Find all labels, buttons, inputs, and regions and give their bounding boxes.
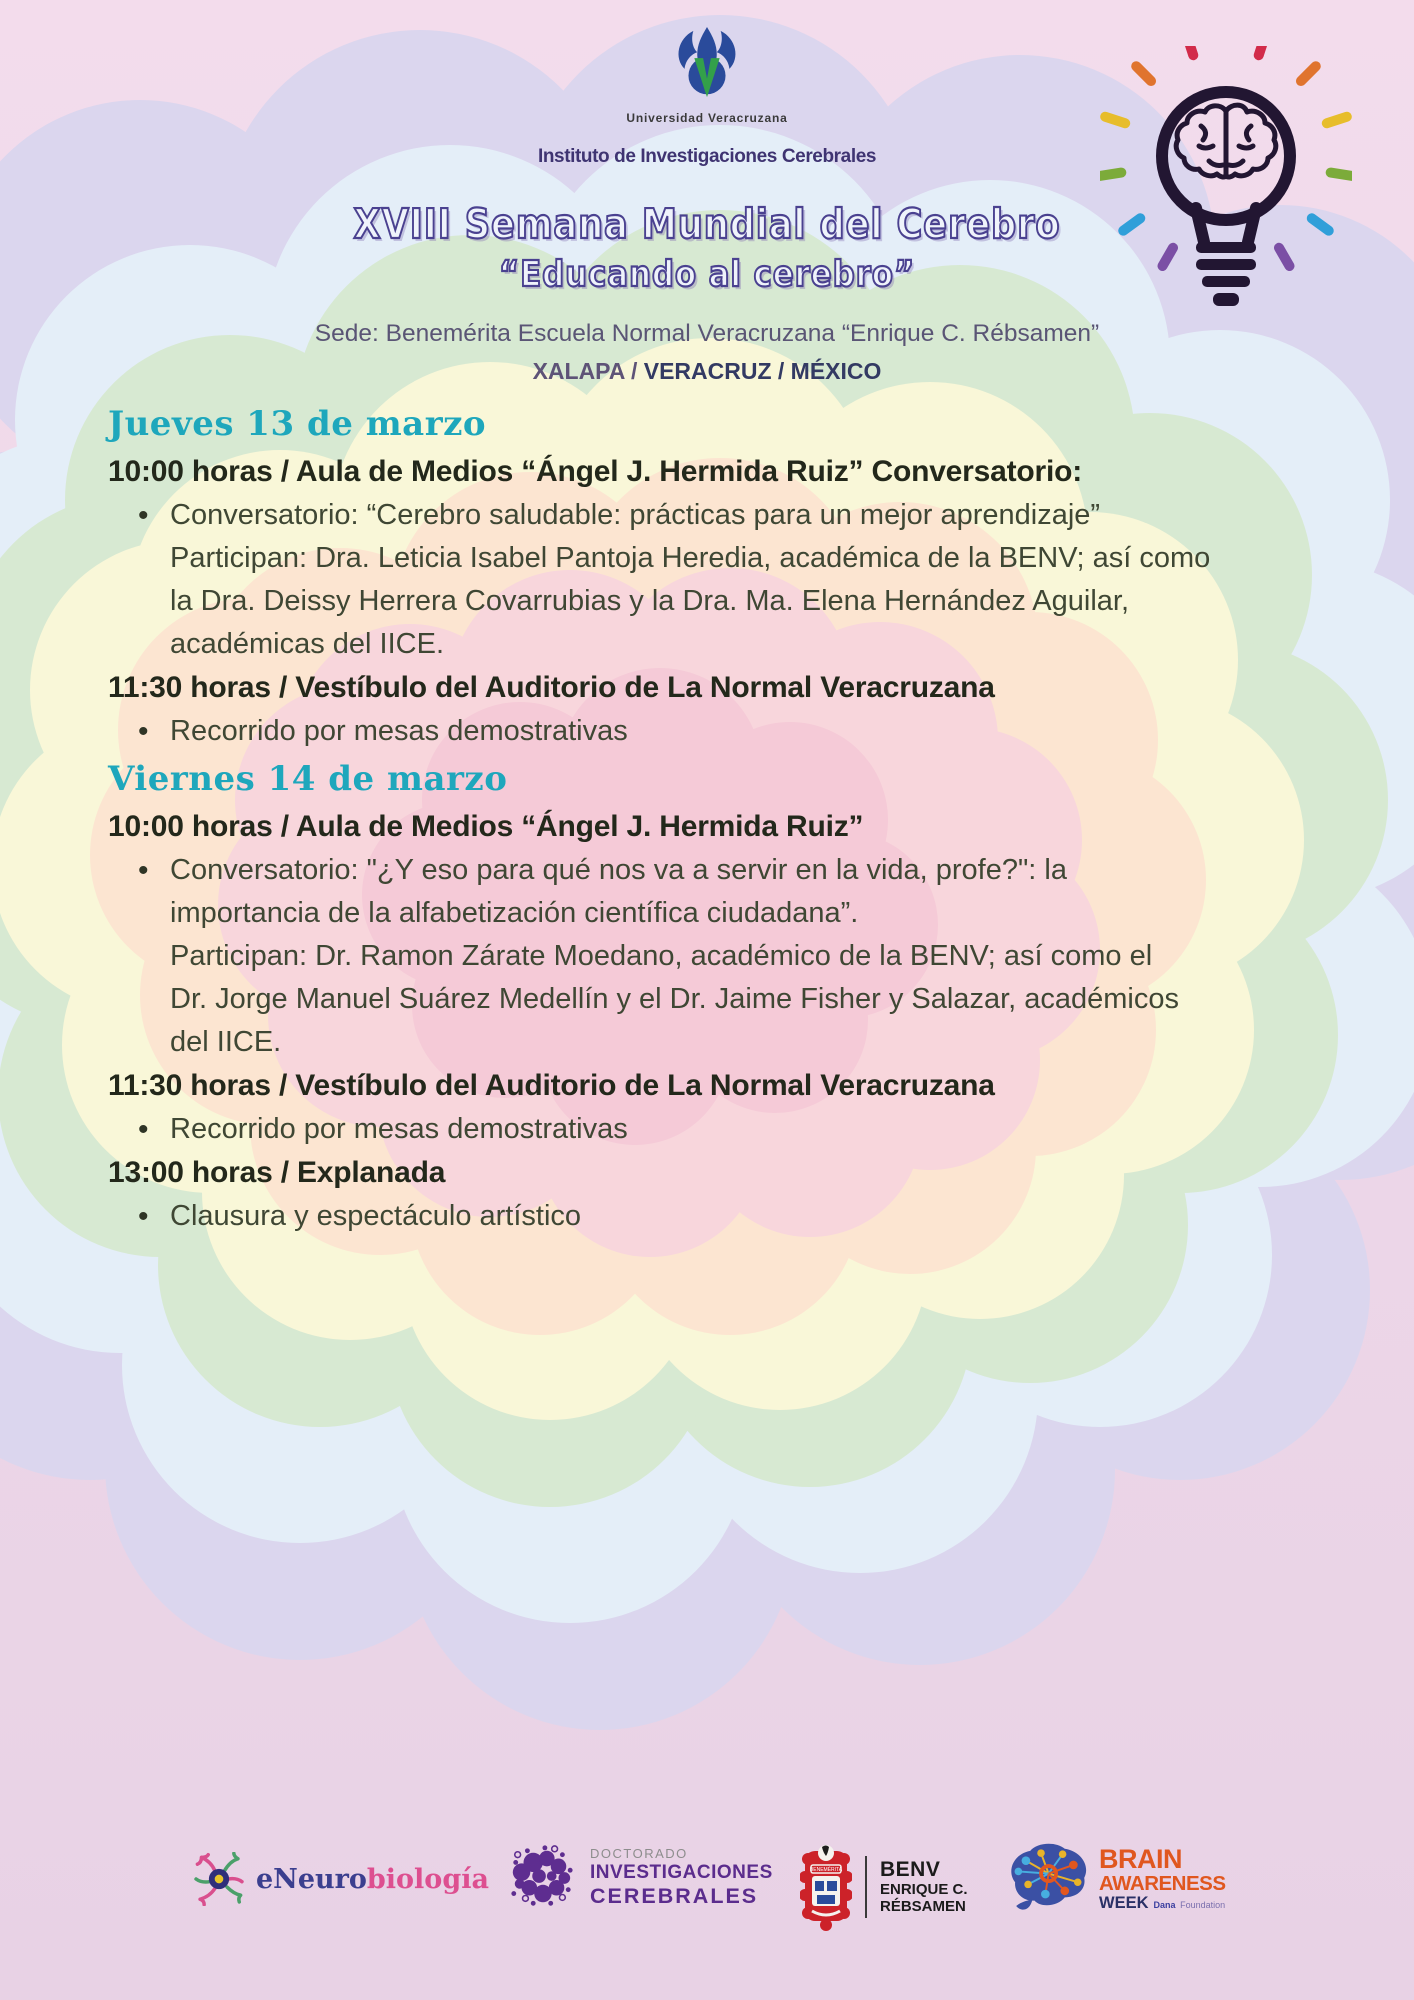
uv-fleur-de-lis-icon (668, 24, 746, 104)
dotted-brain-icon (506, 1842, 576, 1914)
doctorado-logo (506, 1842, 773, 1914)
eneurobiologia-logo (192, 1852, 489, 1906)
institute-name: Instituto de Investigaciones Cerebrales (537, 146, 877, 167)
dana-foundation: Dana Foundation (1153, 1899, 1226, 1910)
neuron-icon (192, 1852, 246, 1906)
network-brain-icon (1000, 1838, 1095, 1920)
baw-wordmark: BRAIN AWARENESS WEEK Dana Foundation (1099, 1844, 1226, 1912)
poster-title: XVIII Semana Mundial del Cerebro (353, 200, 1061, 248)
schedule-item: • Conversatorio: “Cerebro saludable: prácticas para un mejor aprendizaje” (108, 494, 1338, 537)
schedule-item: • Recorrido por mesas demostrativas (108, 710, 1338, 753)
eneurobiologia-wordmark: eNeurobiología (256, 1863, 489, 1895)
time-slot: 11:30 horas / Vestíbulo del Auditorio de La Normal Veracruzana (108, 671, 995, 704)
schedule-item-continuation: académicas del IICE. (170, 628, 445, 660)
time-slot: 10:00 horas / Aula de Medios “Ángel J. Hermida Ruiz” (108, 810, 864, 843)
schedule-item: • Recorrido por mesas demostrativas (108, 1108, 1338, 1151)
poster-subtitle: “Educando al cerebro” (498, 254, 916, 295)
schedule-item-continuation: la Dra. Deissy Herrera Covarrubias y la Dra. Ma. Elena Hernández Aguilar, (170, 585, 1130, 617)
location-state: VERACRUZ / MÉXICO (637, 358, 882, 384)
location-line (0, 358, 1414, 385)
schedule-item-continuation: Participan: Dra. Leticia Isabel Pantoja Heredia, académica de la BENV; así como (170, 542, 1211, 574)
doctorado-wordmark: DOCTORADO INVESTIGACIONES CEREBRALES (590, 1846, 773, 1909)
venue-line: Sede: Benemérita Escuela Normal Veracruzana “Enrique C. Rébsamen” (314, 320, 1100, 347)
benv-crest-icon (800, 1843, 852, 1931)
day-header: Viernes 14 de marzo (108, 759, 508, 799)
benv-divider (865, 1856, 867, 1918)
location-city: XALAPA / (532, 358, 638, 384)
schedule-item: • Conversatorio: "¿Y eso para qué nos va a servir en la vida, profe?": la (108, 849, 1338, 892)
schedule-item-continuation: importancia de la alfabetización científica ciudadana”. (170, 897, 859, 929)
schedule-item: • Clausura y espectáculo artístico (108, 1195, 1338, 1238)
benv-wordmark: BENV ENRIQUE C. RÉBSAMEN (880, 1858, 968, 1915)
svg-text:BENEMÉRITA: BENEMÉRITA (809, 1867, 843, 1873)
university-name: Universidad Veracruzana (626, 111, 788, 125)
schedule-item-continuation: Participan: Dr. Ramon Zárate Moedano, académico de la BENV; así como el (170, 940, 1153, 972)
time-slot: 13:00 horas / Explanada (108, 1156, 446, 1189)
time-slot: 11:30 horas / Vestíbulo del Auditorio de La Normal Veracruzana (108, 1069, 995, 1102)
schedule-item-continuation: del IICE. (170, 1026, 282, 1058)
benv-logo (800, 1843, 968, 1931)
time-slot: 10:00 horas / Aula de Medios “Ángel J. Hermida Ruiz” Conversatorio: (108, 455, 1083, 488)
brain-awareness-week-logo (1000, 1838, 1226, 1920)
schedule (108, 398, 1338, 1238)
day-header: Jueves 13 de marzo (108, 404, 487, 444)
schedule-item-continuation: Dr. Jorge Manuel Suárez Medellín y el Dr. Jaime Fisher y Salazar, académicos (170, 983, 1179, 1015)
